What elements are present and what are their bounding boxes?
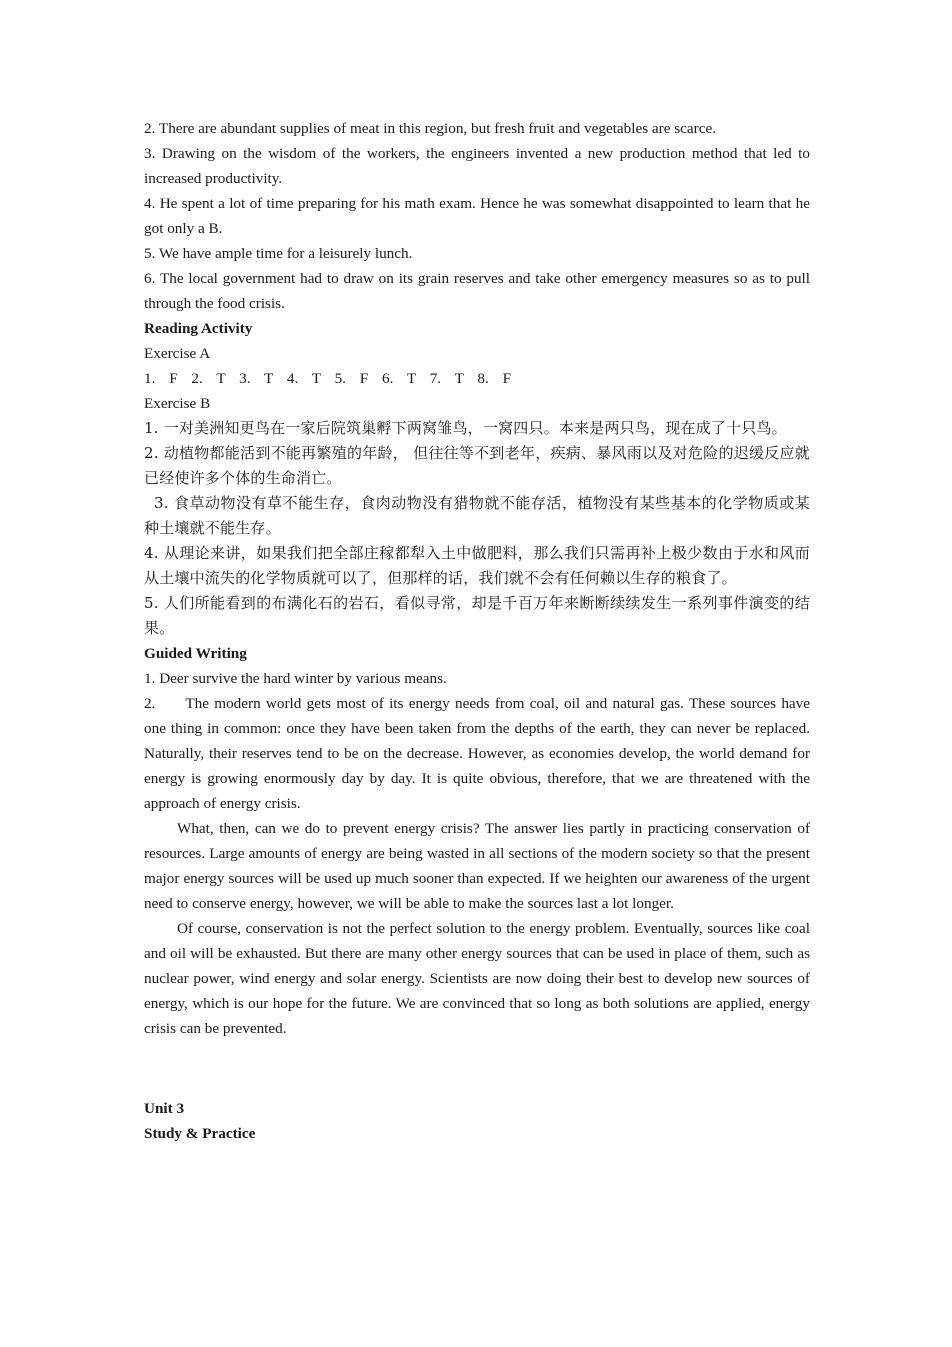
guided-writing-heading: Guided Writing <box>144 645 247 662</box>
translation-sentence-4: 4. He spent a lot of time preparing for his math exam. Hence he was somewhat disappointed to learn that he got only a B. <box>144 195 810 237</box>
translation-sentence-2: 2. There are abundant supplies of meat in this region, but fresh fruit and vegetables are scarce. <box>144 120 716 137</box>
essay-paragraph-1 <box>144 691 810 816</box>
unit-title: Unit 3 <box>144 1100 185 1117</box>
reading-activity-heading: Reading Activity <box>144 320 253 337</box>
translation-sentence-6: 6. The local government had to draw on its grain reserves and take other emergency measures so as to pull through the food crisis. <box>144 270 810 312</box>
exercise-b-item-3: 3. 食草动物没有草不能生存，食肉动物没有猎物就不能存活，植物没有某些基本的化学物质或某种土壤就不能生存。 <box>144 494 810 537</box>
exercise-a-answers: 1. F 2. T 3. T 4. T 5. F 6. T 7. T 8. F <box>144 370 512 387</box>
guided-writing-item-2-number: 2. <box>144 695 156 712</box>
document-page <box>144 116 810 1146</box>
exercise-b-label: Exercise B <box>144 395 211 412</box>
translation-sentence-5: 5. We have ample time for a leisurely lunch. <box>144 245 413 262</box>
exercise-b-item-5: 5. 人们所能看到的布满化石的岩石，看似寻常，却是千百万年来断断续续发生一系列事件演变的结果。 <box>144 594 810 637</box>
exercise-a-label: Exercise A <box>144 345 211 362</box>
essay-paragraph-2: What, then, can we do to prevent energy crisis? The answer lies partly in practicing conservation of resources. Large amounts of energy are being wasted in all sections of the modern society so that the present major energy sources will be used up much sooner than expected. If we heighten our awareness of the urgent need to conserve energy, however, we will be able to make the sources last a lot longer. <box>144 820 810 912</box>
exercise-b-item-2: 2. 动植物都能活到不能再繁殖的年龄， 但往往等不到老年，疾病、暴风雨以及对危险的迟缓反应就已经使许多个体的生命消亡。 <box>144 444 810 487</box>
exercise-b-item-1: 1. 一对美洲知更鸟在一家后院筑巢孵下两窝雏鸟，一窝四只。本来是两只鸟，现在成了十只鸟。 <box>144 419 787 437</box>
study-practice-heading: Study & Practice <box>144 1125 256 1142</box>
essay-paragraph-3: Of course, conservation is not the perfect solution to the energy problem. Eventually, sources like coal and oil will be exhausted. But there are many other energy sources that can be used in place of them, such as nuclear power, wind energy and solar energy. Scientists are now doing their best to develop new sources of energy, which is our hope for the future. We are convinced that so long as both solutions are applied, energy crisis can be prevented. <box>144 920 810 1037</box>
section-spacer <box>144 1041 810 1096</box>
guided-writing-item-1: 1. Deer survive the hard winter by various means. <box>144 670 447 687</box>
exercise-b-item-4: 4. 从理论来讲，如果我们把全部庄稼都犁入土中做肥料，那么我们只需再补上极少数由于水和风而从土壤中流失的化学物质就可以了，但那样的话，我们就不会有任何赖以生存的粮食了。 <box>144 544 810 587</box>
essay-paragraph-1-text: The modern world gets most of its energy needs from coal, oil and natural gas. These sources have one thing in common: once they have been taken from the depths of the earth, they can never be replaced. Naturally, their reserves tend to be on the decrease. However, as economies develop, the world demand for energy is growing enormously day by day. It is quite obvious, therefore, that we are threatened with the approach of energy crisis. <box>144 695 810 812</box>
translation-sentence-3: 3. Drawing on the wisdom of the workers, the engineers invented a new production method that led to increased productivity. <box>144 145 810 187</box>
